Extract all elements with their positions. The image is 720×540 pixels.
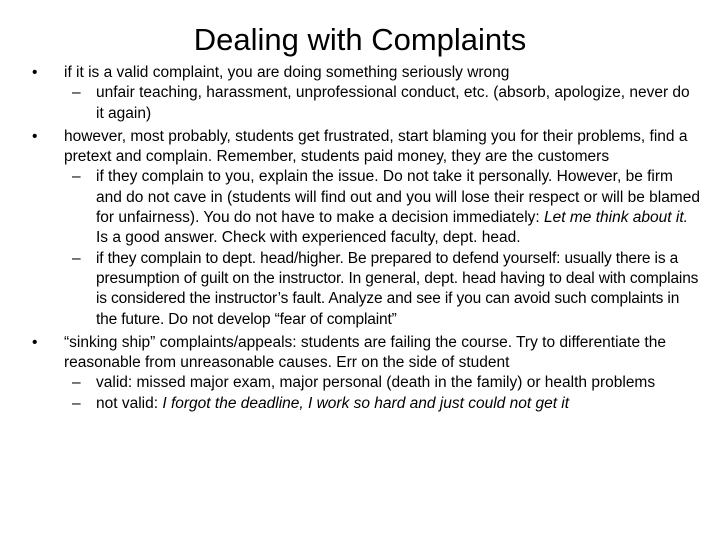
sub-bullet-item (30, 373, 700, 393)
dash-marker: – (72, 249, 81, 267)
bullet-item (30, 63, 700, 83)
sub-bullet-text-cont: Is a good answer. Check with experienced faculty, dept. head. (96, 229, 521, 247)
bullet-marker: • (32, 333, 38, 351)
italic-quote: I forgot the deadline, I work so hard and just could not get it (162, 394, 570, 412)
sub-bullet-text: unfair teaching, harassment, unprofessional conduct, etc. (absorb, apologize, never do it again) (96, 84, 690, 122)
bullet-text: however, most probably, students get frustrated, start blaming you for their problems, find a pretext and complain. Remember, students paid money, they are the customers (64, 127, 688, 166)
sub-bullet-text: if they complain to dept. head/higher. Be prepared to defend yourself: usually there is a presumption of guilt on the instructor. In general, dept. head having to deal with complains is considered the instructor’s fault. Analyze and see if you can avoid such complaints in the future. Do not develop “fear of complaint” (96, 249, 699, 328)
italic-quote: Let me think about it. (544, 209, 688, 227)
sub-bullet-item (30, 394, 700, 414)
sub-bullet-text: if they complain to you, explain the issue. Do not take it personally. However, be firm and do not cave in (students will find out and you will lose their respect or will be blamed for unfairness). You do not have to make a decision immediately: (96, 168, 700, 227)
dash-marker: – (72, 168, 81, 186)
bullet-item (30, 333, 700, 374)
bullet-text: “sinking ship” complaints/appeals: students are failing the course. Try to differentiate the reasonable from unreasonable causes. Err on the side of student (64, 333, 666, 372)
dash-marker: – (72, 394, 81, 412)
dash-marker: – (72, 84, 81, 102)
sub-bullet-text: not valid: (96, 394, 163, 412)
dash-marker: – (72, 374, 81, 392)
sub-bullet-text: valid: missed major exam, major personal (death in the family) or health problems (96, 374, 656, 392)
sub-bullet-item (30, 249, 700, 330)
sub-bullet-item (30, 167, 700, 248)
sub-bullet-item (30, 83, 700, 124)
bullet-list (30, 63, 700, 414)
bullet-text: if it is a valid complaint, you are doing something seriously wrong (64, 64, 510, 81)
bullet-marker: • (32, 64, 38, 81)
bullet-item (30, 127, 700, 168)
bullet-marker: • (32, 127, 38, 145)
slide-title: Dealing with Complaints (193, 22, 527, 57)
